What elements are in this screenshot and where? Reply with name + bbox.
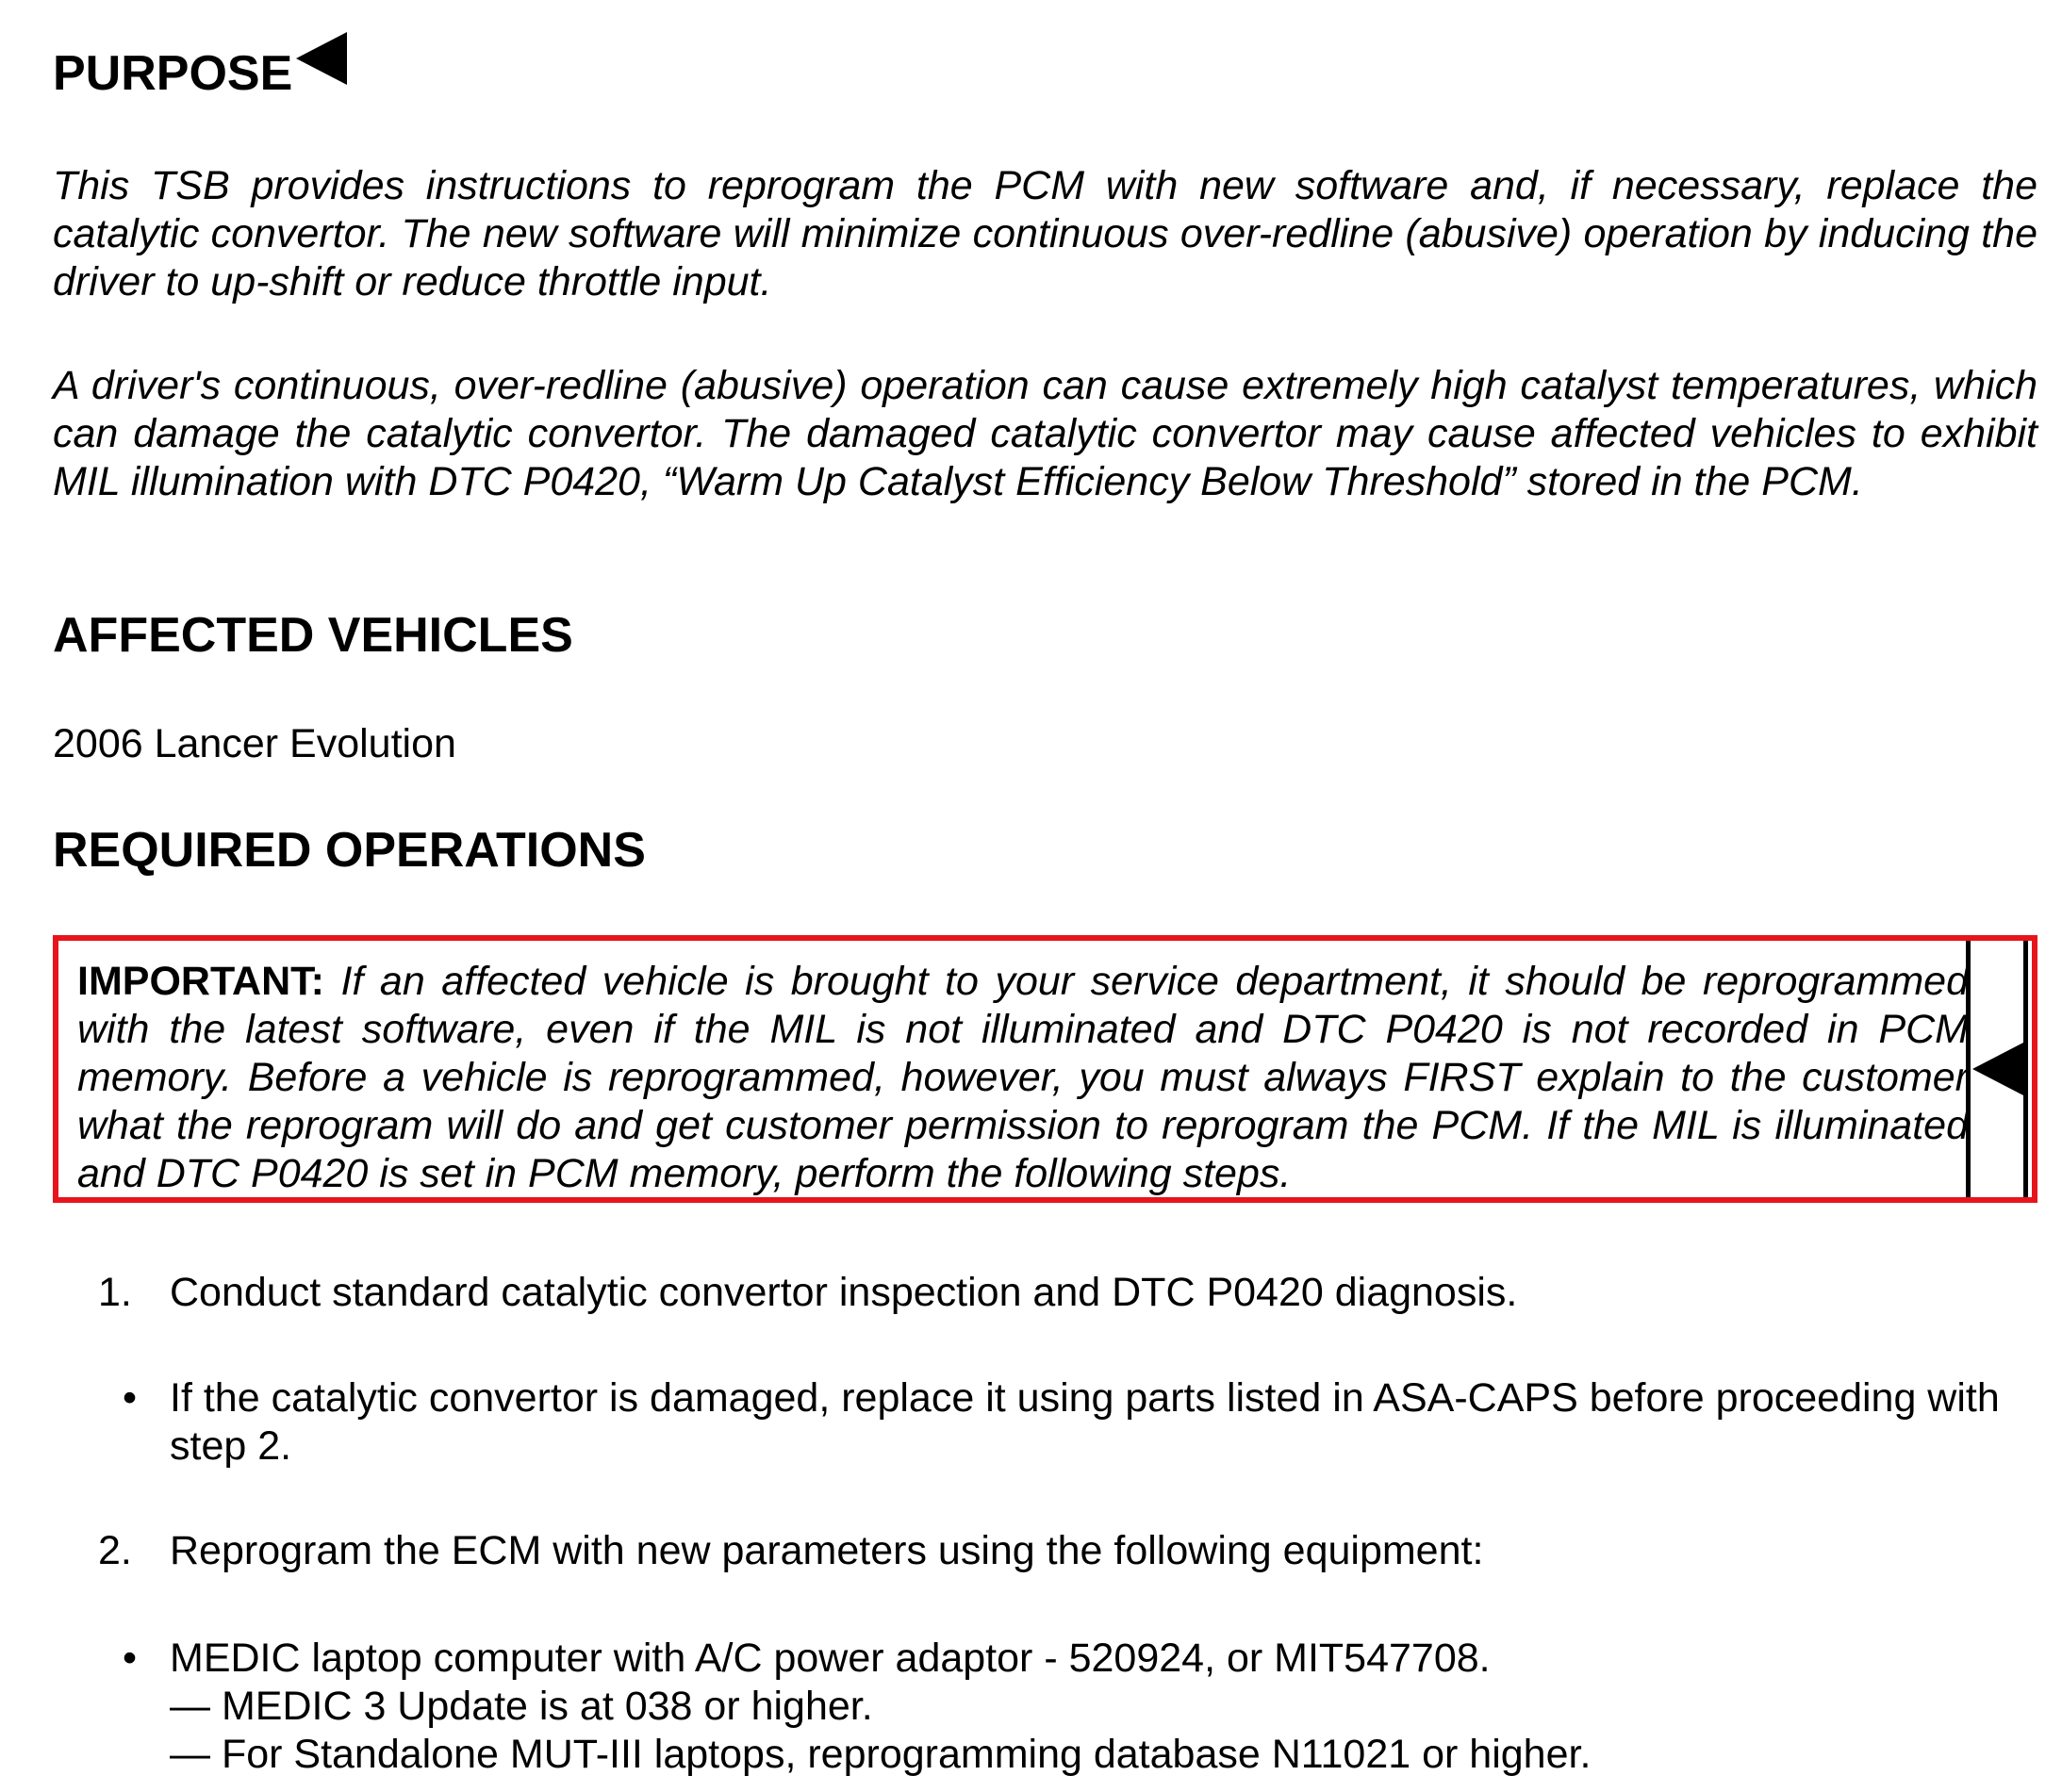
step-text: Reprogram the ECM with new parameters using the following equipment: [170,1528,1484,1573]
important-label: IMPORTANT: [77,959,324,1004]
revision-marker-icon [296,32,347,85]
revision-marker-icon [1972,1043,2023,1095]
bullet-dot: • [123,1636,138,1681]
affected-vehicle-model: 2006 Lancer Evolution [53,721,456,766]
step-bullet-block [170,1635,2037,1779]
purpose-paragraph-1: This TSB provides instructions to reprogram the PCM with new software and, if necessary, replace the catalytic convertor. The new software will minimize continuous over-redline (abusive) operation by inducing the driver to up-shift or reduce throttle input. [53,163,2037,304]
important-body: If an affected vehicle is brought to your service department, it should be reprogrammed with the latest software, even if the MIL is not illuminated and DTC P0420 is not recorded in PCM memory. Before a vehicle is reprogrammed, however, you must always FIRST explain to the customer what the reprogram will do and get customer permission to reprogram the PCM. If the MIL is illuminated and DTC P0420 is set in PCM memory, perform the following steps. [77,959,1969,1196]
bullet-dot: • [123,1375,138,1421]
important-notice-box [53,935,2037,1203]
step-number: 1. [98,1270,132,1315]
step-bullet-text: If the catalytic convertor is damaged, replace it using parts listed in ASA-CAPS before proceeding with step 2. [170,1375,2000,1469]
change-bar [1966,941,2028,1197]
step-number: 2. [98,1528,132,1573]
sub-item: — For Standalone MUT-III laptops, reprogramming database N11021 or higher. [170,1732,1592,1777]
purpose-paragraph-2: A driver's continuous, over-redline (abusive) operation can cause extremely high catalyst temperatures, which can damage the catalytic convertor. The damaged catalytic convertor may cause affected vehicles to exhibit MIL illumination with DTC P0420, “Warm Up Catalyst Efficiency Below Threshold” stored in the PCM. [53,363,2037,504]
purpose-heading [53,45,347,102]
step-bullet-text: MEDIC laptop computer with A/C power adaptor - 520924, or MIT547708. [170,1636,1491,1681]
sub-item: — MEDIC 3 Update is at 038 or higher. [170,1684,873,1729]
step-text: Conduct standard catalytic convertor inspection and DTC P0420 diagnosis. [170,1270,1518,1315]
required-operations-heading: REQUIRED OPERATIONS [53,823,646,878]
important-notice-text [77,958,1969,1198]
purpose-heading-text: PURPOSE [53,46,293,101]
affected-vehicles-heading: AFFECTED VEHICLES [53,608,573,663]
